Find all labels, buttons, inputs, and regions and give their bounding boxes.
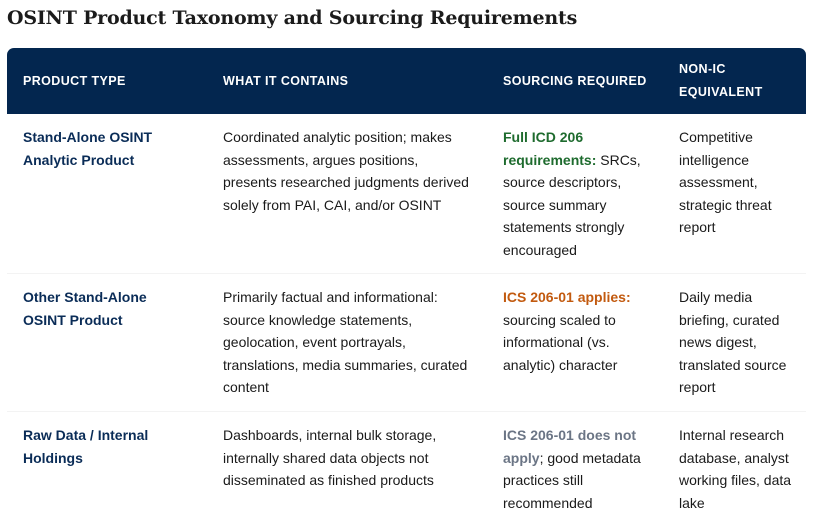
taxonomy-table bbox=[7, 48, 806, 522]
table-row bbox=[7, 412, 806, 522]
contains-cell: Coordinated analytic position; makes assessments, argues positions, presents researched judgments derived solely from PAI, CAI, and/or OSINT bbox=[223, 129, 469, 213]
non-ic-cell: Competitive intelligence assessment, strategic threat report bbox=[679, 129, 772, 235]
non-ic-cell: Daily media briefing, curated news digest, translated source report bbox=[679, 289, 787, 395]
header-what-it-contains: WHAT IT CONTAINS bbox=[223, 74, 349, 88]
non-ic-cell: Internal research database, analyst working files, data lake bbox=[679, 427, 792, 511]
header-product-type: PRODUCT TYPE bbox=[23, 74, 126, 88]
sourcing-status-partial: ICS 206-01 applies: bbox=[503, 289, 631, 305]
product-type-cell: Raw Data / Internal Holdings bbox=[23, 427, 149, 466]
sourcing-detail: ; good metadata practices still recommended bbox=[503, 449, 641, 511]
sourcing-cell bbox=[503, 424, 653, 514]
sourcing-detail: SRCs, source descriptors, source summary statements strongly encouraged bbox=[503, 151, 641, 258]
contains-cell: Dashboards, internal bulk storage, internally shared data objects not disseminated as finished products bbox=[223, 427, 437, 488]
table-header bbox=[7, 48, 806, 114]
sourcing-cell bbox=[503, 286, 653, 376]
contains-cell: Primarily factual and informational: source knowledge statements, geolocation, event portrayals, translations, media summaries, curated content bbox=[223, 289, 468, 395]
sourcing-status-none: ICS 206-01 does not apply bbox=[503, 427, 637, 466]
product-type-cell: Stand-Alone OSINT Analytic Product bbox=[23, 129, 153, 168]
sourcing-detail: sourcing scaled to informational (vs. analytic) character bbox=[503, 311, 618, 373]
sourcing-status-full: Full ICD 206 requirements: bbox=[503, 129, 597, 168]
sourcing-cell bbox=[503, 126, 653, 261]
table-row bbox=[7, 274, 806, 412]
product-type-cell: Other Stand-Alone OSINT Product bbox=[23, 289, 147, 328]
table-row bbox=[7, 114, 806, 274]
header-non-ic-equivalent: NON-IC EQUIVALENT bbox=[679, 62, 763, 99]
header-sourcing-required: SOURCING REQUIRED bbox=[503, 74, 647, 88]
page-title: OSINT Product Taxonomy and Sourcing Requirements bbox=[7, 7, 578, 29]
